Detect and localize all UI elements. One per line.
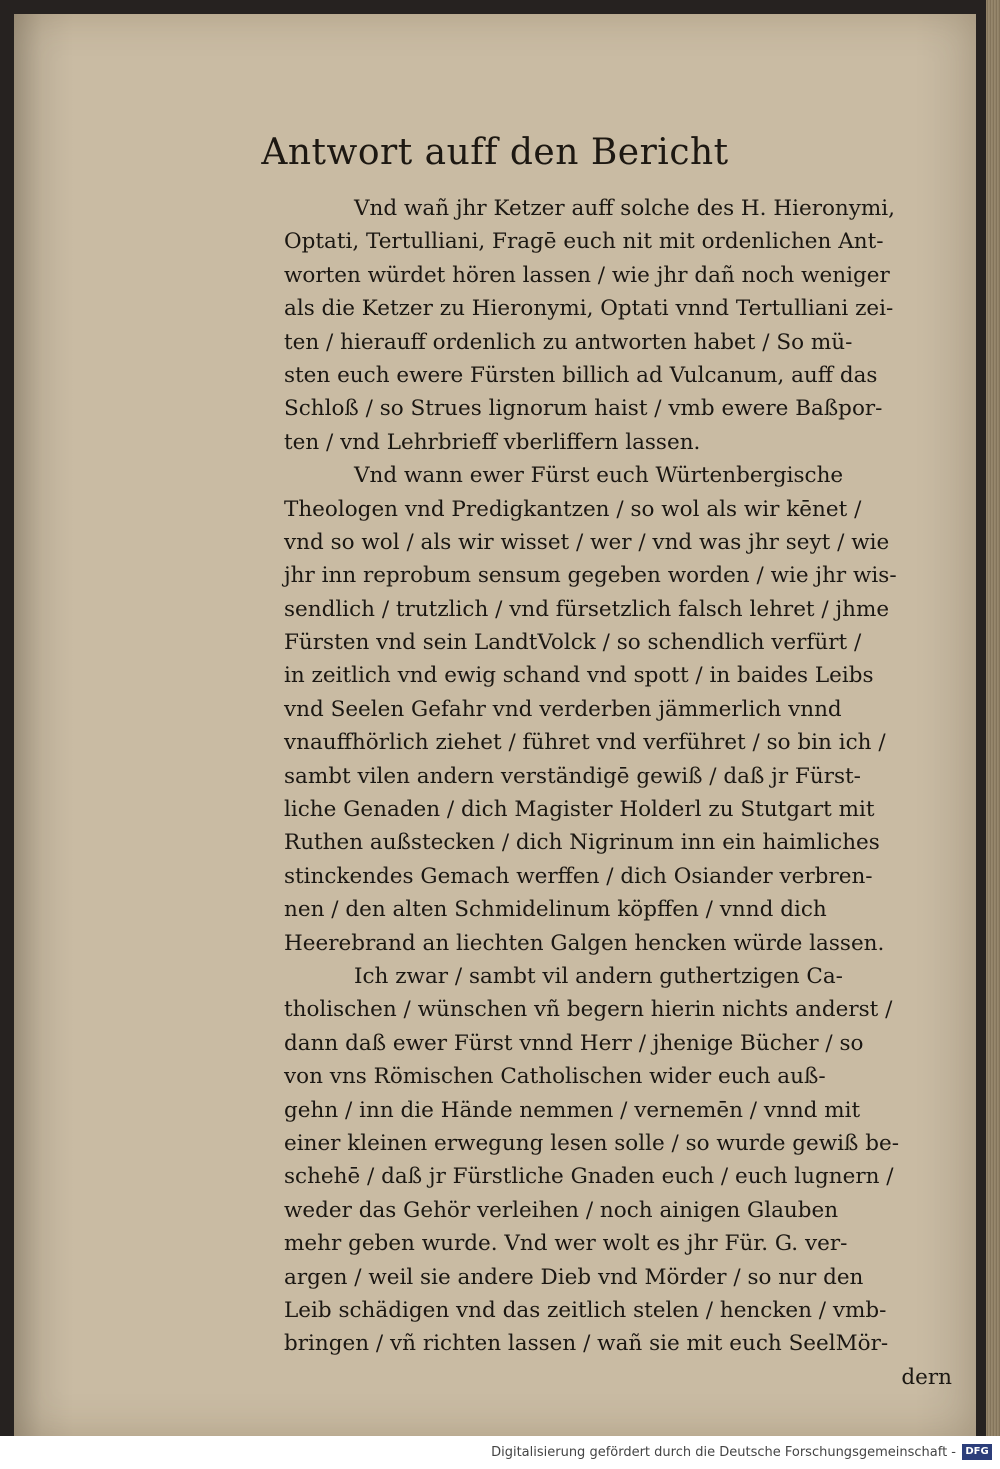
text-line: in zeitlich vnd ewig schand vnd spott / in baides Leibs bbox=[284, 663, 874, 689]
text-line: Optati, Tertulliani, Fragē euch nit mit ordenlichen Ant- bbox=[284, 229, 884, 255]
text-line: Ich zwar / sambt vil andern guthertzigen Ca- bbox=[354, 963, 843, 989]
text-line: jhr inn reprobum sensum gegeben worden / wie jhr wis- bbox=[284, 563, 897, 589]
text-line: Heerebrand an liechten Galgen hencken würde lassen. bbox=[284, 930, 885, 956]
text-line: Theologen vnd Predigkantzen / so wol als wir kēnet / bbox=[284, 496, 862, 522]
text-line: Schloß / so Strues lignorum haist / vmb ewere Baßpor- bbox=[284, 396, 883, 422]
text-line: sten euch ewere Fürsten billich ad Vulcanum, auff das bbox=[284, 362, 878, 388]
page-fore-edge bbox=[986, 0, 1000, 1440]
running-title: Antwort auff den Bericht bbox=[261, 132, 729, 173]
text-line: Ruthen außstecken / dich Nigrinum inn ein haimliches bbox=[284, 830, 880, 856]
text-line: tholischen / wünschen vñ begern hierin nichts anderst / bbox=[284, 997, 893, 1023]
text-line: von vns Römischen Catholischen wider euch auß- bbox=[284, 1064, 826, 1090]
text-line: bringen / vñ richten lassen / wañ sie mit euch SeelMör- bbox=[284, 1331, 889, 1357]
text-line: mehr geben wurde. Vnd wer wolt es jhr Für. G. ver- bbox=[284, 1231, 848, 1257]
text-line: einer kleinen erwegung lesen solle / so wurde gewiß be- bbox=[284, 1130, 899, 1156]
text-line: stinckendes Gemach werffen / dich Osiander verbren- bbox=[284, 863, 873, 889]
catchword: dern bbox=[901, 1364, 952, 1390]
text-line: vnauffhörlich ziehet / führet vnd verführet / so bin ich / bbox=[284, 730, 886, 756]
text-line: vnd Seelen Gefahr vnd verderben jämmerlich vnnd bbox=[284, 696, 842, 722]
text-line: sambt vilen andern verständigē gewiß / daß jr Fürst- bbox=[284, 763, 861, 789]
text-line: dann daß ewer Fürst vnnd Herr / jhenige Bücher / so bbox=[284, 1030, 864, 1056]
footer-bar bbox=[0, 1436, 1000, 1469]
text-line: Fürsten vnd sein LandtVolck / so schendlich verfürt / bbox=[284, 630, 862, 656]
book-page bbox=[14, 14, 976, 1436]
funding-credit: Digitalisierung gefördert durch die Deutsche Forschungsgemeinschaft - bbox=[491, 1445, 956, 1460]
text-line: weder das Gehör verleihen / noch ainigen Glauben bbox=[284, 1197, 839, 1223]
text-line: gehn / inn die Hände nemmen / vernemēn / vnnd mit bbox=[284, 1097, 861, 1123]
text-line: Vnd wann ewer Fürst euch Würtenbergische bbox=[354, 463, 844, 489]
text-line: Vnd wañ jhr Ketzer auff solche des H. Hieronymi, bbox=[354, 196, 896, 221]
dfg-logo-icon: DFG bbox=[962, 1444, 992, 1460]
text-line: nen / den alten Schmidelinum köpffen / vnnd dich bbox=[284, 897, 827, 923]
text-line: sendlich / trutzlich / vnd fürsetzlich falsch lehret / jhme bbox=[284, 596, 890, 622]
text-line: als die Ketzer zu Hieronymi, Optati vnnd Tertulliani zei- bbox=[284, 296, 894, 322]
text-line: ten / vnd Lehrbrieff vberliffern lassen. bbox=[284, 429, 701, 455]
text-line: liche Genaden / dich Magister Holderl zu Stutgart mit bbox=[284, 797, 875, 823]
text-line: schehē / daß jr Fürstliche Gnaden euch / euch lugnern / bbox=[284, 1164, 894, 1190]
text-line: Leib schädigen vnd das zeitlich stelen / hencken / vmb- bbox=[284, 1297, 887, 1323]
text-line: vnd so wol / als wir wisset / wer / vnd was jhr seyt / wie bbox=[284, 529, 890, 555]
text-line: argen / weil sie andere Dieb vnd Mörder / so nur den bbox=[284, 1264, 864, 1290]
text-line: ten / hierauff ordenlich zu antworten habet / So mü- bbox=[284, 329, 853, 355]
text-line: worten würdet hören lassen / wie jhr dañ noch weniger bbox=[284, 262, 890, 288]
body-text bbox=[284, 192, 974, 1394]
